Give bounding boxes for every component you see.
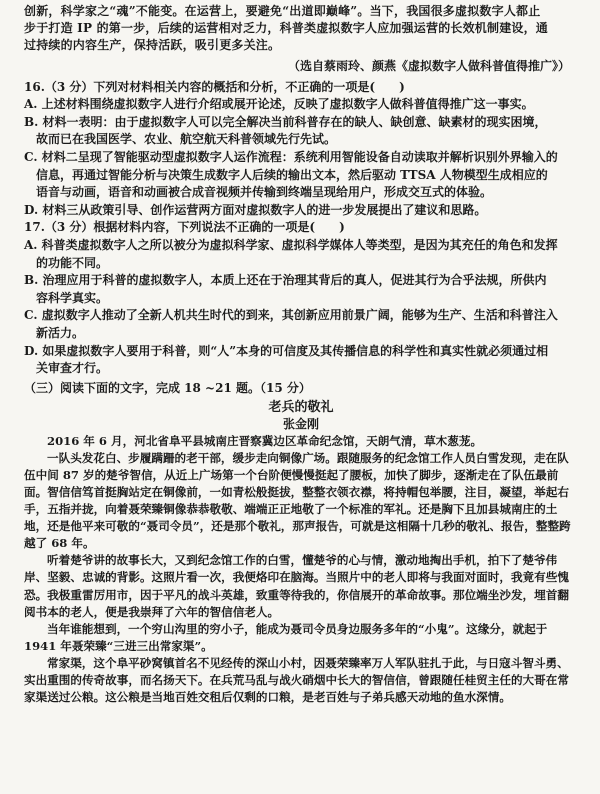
story-author: 张金刚	[282, 416, 319, 431]
question-16-option-c[interactable]: C. 材料二呈现了智能驱动型虚拟数字人运作流程：系统利用智能设备自动读取并解析识别外界输入的信息，再通过智能分析与决策生成数字人后续的输出文本，然后驱动 TTSA 人物模型生成相应的语音与动画，语音和动画被合成音视频并传输到终端呈现给用户，形成交互式的体验。	[24, 149, 558, 200]
section-heading: （三）阅读下面的文字，完成 18 ~21 题。（15 分）	[24, 380, 311, 395]
intro-line-1: 创新，科学家之“魂”不能变。在运营上，要避免“出道即巅峰”。当下，我国很多虚拟数字人都止	[24, 4, 541, 18]
story-paragraph-3: 听着楚爷讲的故事长大，又到纪念馆工作的白雪，懂楚爷的心与情，激动地掏出手机，拍下了楚爷伟岸、坚毅、忠诚的背影。这照片看一次，我便烙印在脑海。当照片中的老人即将与我面对面时，我竟有些愧恐。我极重雷厉用市，因于平凡的战斗英雄，致重等待我的，你信展开的革命故事。那位端坐沙发，埋首翻阅书本的老人，便是我崇拜了六年的智信信老人。	[24, 553, 569, 619]
question-17	[24, 219, 578, 377]
question-16-option-a[interactable]: A. 上述材料围绕虚拟数字人进行介绍或展开论述，反映了虚拟数字人做科普值得推广这一事实。	[24, 97, 534, 112]
material-source: （选自蔡雨玲、颜燕《虚拟数字人做科普值得推广》）	[287, 58, 570, 73]
story-paragraph-1: 2016 年 6 月，河北省阜平县城南庄晋察冀边区革命纪念馆，天朗气清，草木葱茏。	[47, 433, 483, 448]
question-17-stem: 17.（3 分）根据材料内容，下列说法不正确的一项是( )	[24, 220, 345, 235]
intro-line-2: 步于打造 IP 的第一步，后续的运营相对乏力，科普类虚拟数字人应加强运营的长效机制建设，通	[24, 21, 548, 36]
question-16-stem: 16.（3 分）下列对材料相关内容的概括和分析，不正确的一项是( )	[24, 79, 405, 94]
story-paragraph-2: 一队头发花白、步履蹒跚的老干部，缓步走向铜像广场。跟随服务的纪念馆工作人员白雪发现，走在队伍中间 87 岁的楚爷智信，从近上广场第一个台阶便慢慢挺起了腰板，加快了脚步，逐渐走在了队伍最前面。智信信笃首挺胸站定在铜像前，一如青松般挺拔，整整衣领衣襟，将持帽包举腰，注目，凝望，举起右手，五指并拢，向着聂荣臻铜像恭恭敬敬、端端正正地敬了一个标准的军礼。还是胸下且加县城南庄的土地，还是他平来可敬的“聂司令员”，还是那个敬礼，那声报告，可就是这相隔十几秒的敬礼、报告，整整跨越了 68 年。	[24, 450, 571, 551]
question-17-option-c[interactable]: C. 虚拟数字人推动了全新人机共生时代的到来，其创新应用前景广阔，能够为生产、生活和科普注入新活力。	[24, 308, 558, 340]
question-17-option-b[interactable]: B. 治理应用于科普的虚拟数字人，本质上还在于治理其背后的真人，促进其行为合乎法规，所供内容科学真实。	[24, 273, 547, 305]
story-paragraph-5: 常家渠，这个阜平砂窝镇首名不见经传的深山小村，因聂荣臻率万人军队驻扎于此，与日寇斗智斗勇、实出重围的传奇故事，而名扬天下。在兵荒马乱与战火硝烟中长大的智信信，曾跟随任桂贸主任的大哥在常家渠送过公粮。这公粮是当地百姓交租后仅剩的口粮，是老百姓与子弟兵感天动地的鱼水深情。	[24, 655, 569, 705]
question-16	[24, 79, 578, 220]
story	[24, 399, 578, 707]
question-16-option-b[interactable]: B. 材料一表明：由于虚拟数字人可以完全解决当前科普存在的缺人、缺创意、缺素材的现实困境，故而已在我国医学、农业、航空航天科普领域先行先试。	[24, 114, 547, 147]
question-17-option-a[interactable]: A. 科普类虚拟数字人之所以被分为虚拟科学家、虚拟科学媒体人等类型，是因为其充任的角色和发挥的功能不同。	[24, 237, 558, 270]
question-16-option-d[interactable]: D. 材料三从政策引导、创作运营两方面对虚拟数字人的进一步发展提出了建议和思路。	[24, 202, 487, 217]
story-title: 老兵的敬礼	[268, 399, 334, 415]
question-17-option-d[interactable]: D. 如果虚拟数字人要用于科普，则“人”本身的可信度及其传播信息的科学性和真实性就必须通过相关审查才行。	[24, 343, 549, 376]
story-paragraph-4: 当年谁能想到，一个穷山沟里的穷小子，能成为聂司令员身边服务多年的“小鬼”。这缘分，就起于 1941 年聂荣臻“三进三出常家渠”。	[24, 621, 548, 653]
intro-line-3: 过持续的内容生产，保持活跃，吸引更多关注。	[24, 38, 281, 53]
